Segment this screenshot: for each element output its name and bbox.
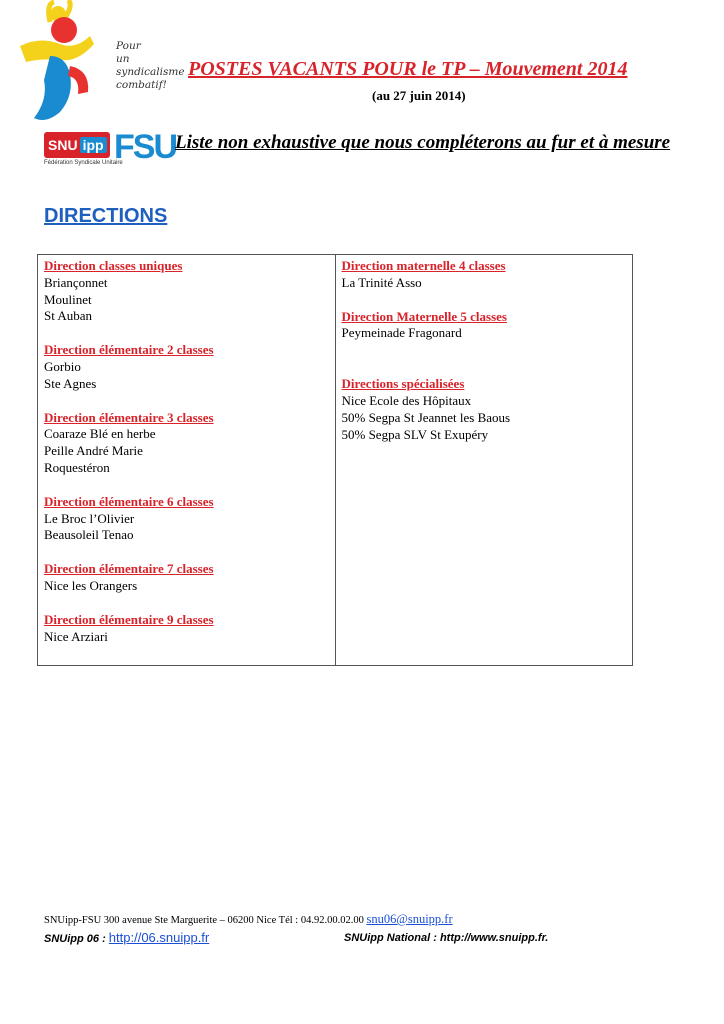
fsu-logo-text: FSU [114, 128, 176, 166]
logo-slogan [116, 40, 185, 92]
school-item: Nice Arziari [44, 628, 108, 644]
direction-group [44, 494, 329, 544]
school-item: Peymeinade Fragonard [341, 325, 462, 341]
school-item: Beausoleil Tenao [44, 527, 134, 543]
ipp-suffix: ipp [80, 137, 107, 153]
section-title: DIRECTIONS [44, 205, 168, 227]
snu-prefix: SNU [48, 137, 78, 153]
school-item: Le Broc l’Olivier [44, 510, 135, 526]
direction-group [342, 258, 627, 292]
footer-links [44, 930, 549, 945]
slogan-line: un [116, 53, 130, 65]
snuipp-logo [20, 0, 185, 175]
slogan-line: Pour [116, 40, 141, 52]
local-site-link[interactable]: http://06.snuipp.fr [108, 930, 210, 945]
group-title: Direction élémentaire 9 classes [44, 611, 214, 627]
group-title: Directions spécialisées [341, 376, 465, 392]
school-item: La Trinité Asso [341, 274, 422, 290]
slogan-line: syndicalisme [116, 66, 185, 78]
email-link[interactable]: snu06@snuipp.fr [366, 912, 453, 926]
directions-table [37, 254, 633, 666]
school-item: Briançonnet [44, 274, 108, 290]
direction-group [44, 410, 329, 477]
group-title: Direction élémentaire 2 classes [44, 342, 214, 358]
group-title: Direction élémentaire 7 classes [44, 561, 214, 577]
school-item: St Auban [44, 308, 93, 324]
school-item: Moulinet [44, 291, 92, 307]
direction-group [44, 612, 329, 646]
direction-group [342, 309, 627, 343]
left-column [38, 255, 336, 666]
direction-group [342, 376, 627, 443]
direction-group [44, 342, 329, 392]
child-figure-icon [20, 0, 110, 130]
school-item: 50% Segpa SLV St Exupéry [341, 426, 489, 442]
school-item: Nice les Orangers [44, 577, 138, 593]
right-column [335, 255, 633, 666]
direction-group [44, 258, 329, 325]
page-title: POSTES VACANTS POUR le TP – Mouvement 2014 [188, 58, 628, 80]
snuipp-badge [44, 132, 110, 158]
slogan-line: combatif! [116, 79, 167, 91]
school-item: Peille André Marie [44, 443, 143, 459]
national-site-text: SNUipp National : http://www.snuipp.fr. [344, 932, 549, 944]
group-title: Direction élémentaire 6 classes [44, 493, 214, 509]
intro-note: Liste non exhaustive que nous compléterons au fur et à mesure [175, 132, 671, 153]
federation-label: Fédération Syndicale Unitaire [44, 160, 123, 166]
page-subtitle: (au 27 juin 2014) [372, 88, 466, 103]
footer-address [44, 912, 453, 927]
group-title: Direction Maternelle 5 classes [341, 308, 507, 324]
school-item: 50% Segpa St Jeannet les Baous [341, 409, 511, 425]
school-item: Ste Agnes [44, 375, 97, 391]
group-title: Direction classes uniques [44, 258, 183, 273]
direction-group [44, 561, 329, 595]
group-title: Direction maternelle 4 classes [341, 258, 506, 273]
school-item: Roquestéron [44, 459, 110, 475]
school-item: Gorbio [44, 358, 81, 374]
local-label: SNUipp 06 : [44, 933, 109, 945]
school-item: Coaraze Blé en herbe [44, 426, 156, 442]
address-text: SNUipp-FSU 300 avenue Ste Marguerite – 06200 Nice Tél : 04.92.00.02.00 [44, 915, 367, 926]
school-item: Nice Ecole des Hôpitaux [341, 392, 472, 408]
group-title: Direction élémentaire 3 classes [44, 409, 214, 425]
